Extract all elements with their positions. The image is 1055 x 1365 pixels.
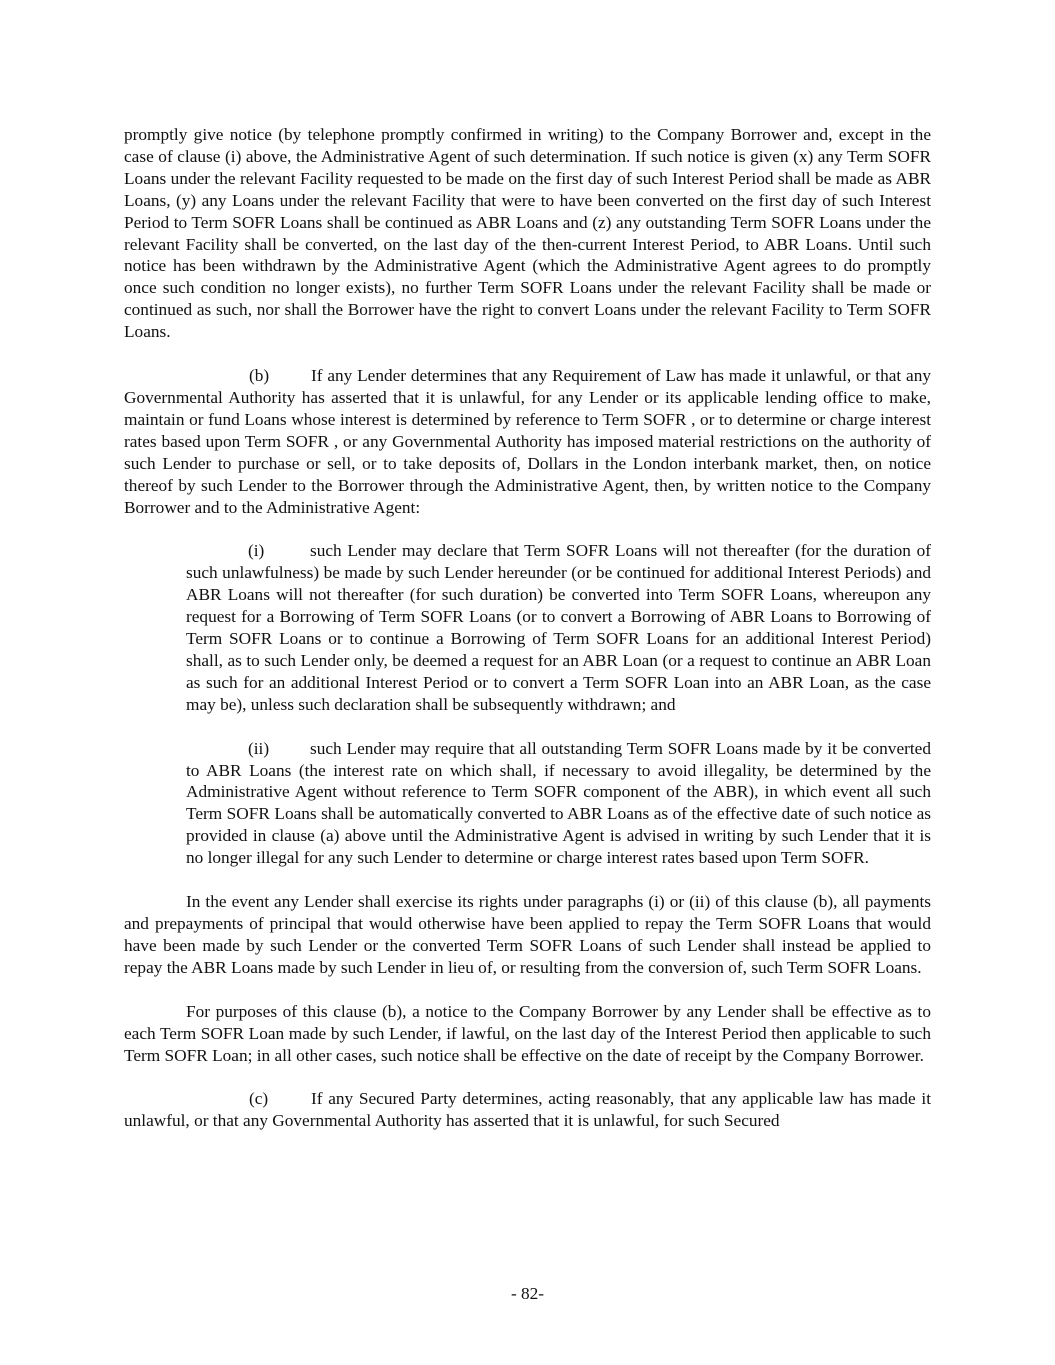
subclause-label: (i) <box>248 541 265 561</box>
subclause-text: such Lender may declare that Term SOFR Loans will not thereafter (for the duration of such unlawfulness) be made by such Lender hereunder (or be continued for additional Interest Periods) and ABR Loans will not thereafter (for such duration) be converted into Term SOFR Loans, whereupon any request for a Borrowing of Term SOFR Loans (or to convert a Borrowing of ABR Loans to Borrowing of Term SOFR Loans or to continue a Borrowing of Term SOFR Loans for an additional Interest Period) shall, as to such Lender only, be deemed a request for an ABR Loan (or a request to continue an ABR Loan as such for an additional Interest Period or to convert a Term SOFR Loan into an ABR Loan, as the case may be), unless such declaration shall be subsequently withdrawn; and <box>186 541 931 714</box>
document-page <box>124 124 931 1132</box>
subclause-label: (ii) <box>248 738 270 758</box>
subclause-ii <box>186 738 931 869</box>
paragraph-text: promptly give notice (by telephone promptly confirmed in writing) to the Company Borrower and, except in the case of clause (i) above, the Administrative Agent of such determination. If such notice is given (x) any Term SOFR Loans under the relevant Facility requested to be made on the first day of such Interest Period shall be made as ABR Loans, (y) any Loans under the relevant Facility that were to have been converted on the first day of such Interest Period to Term SOFR Loans shall be continued as ABR Loans and (z) any outstanding Term SOFR Loans under the relevant Facility shall be converted, on the last day of the then-current Interest Period, to ABR Loans. Until such notice has been withdrawn by the Administrative Agent (which the Administrative Agent agrees to do promptly once such condition no longer exists), no further Term SOFR Loans under the relevant Facility shall be made or continued as such, nor shall the Borrower have the right to convert Loans under the relevant Facility to Term SOFR Loans. <box>124 125 931 342</box>
subclause-i <box>186 540 931 715</box>
clause-b <box>124 365 931 518</box>
clause-label: (b) <box>249 366 270 386</box>
clause-c <box>124 1088 931 1132</box>
subclause-text: such Lender may require that all outstanding Term SOFR Loans made by it be converted to ABR Loans (the interest rate on which shall, if necessary to avoid illegality, be determined by the Administrative Agent without reference to Term SOFR component of the ABR), in which event all such Term SOFR Loans shall be automatically converted to ABR Loans as of the effective date of such notice as provided in clause (a) above until the Administrative Agent is advised in writing by such Lender that it is no longer illegal for any such Lender to determine or charge interest rates based upon Term SOFR. <box>186 738 931 868</box>
clause-label: (c) <box>249 1089 269 1109</box>
clause-text: If any Lender determines that any Requirement of Law has made it unlawful, or that any Governmental Authority has asserted that it is unlawful, for any Lender or its applicable lending office to make, maintain or fund Loans whose interest is determined by reference to Term SOFR , or to determine or charge interest rates based upon Term SOFR , or any Governmental Authority has imposed material restrictions on the authority of such Lender to purchase or sell, or to take deposits of, Dollars in the London interbank market, then, on notice thereof by such Lender to the Borrower through the Administrative Agent, then, by written notice to the Company Borrower and to the Administrative Agent: <box>124 366 931 517</box>
page-number: - 82- <box>510 1284 545 1303</box>
paragraph-continuation <box>124 124 931 343</box>
paragraph-event-exercise <box>124 891 931 979</box>
clause-text: If any Secured Party determines, acting reasonably, that any applicable law has made it unlawful, or that any Governmental Authority has asserted that it is unlawful, for such Secured <box>124 1089 931 1131</box>
paragraph-notice-purposes <box>124 1001 931 1067</box>
paragraph-text: In the event any Lender shall exercise its rights under paragraphs (i) or (ii) of this clause (b), all payments and prepayments of principal that would otherwise have been applied to repay the Term SOFR Loans that would have been made by such Lender or the converted Term SOFR Loans of such Lender shall instead be applied to repay the ABR Loans made by such Lender in lieu of, or resulting from the conversion of, such Term SOFR Loans. <box>124 892 931 977</box>
paragraph-text: For purposes of this clause (b), a notice to the Company Borrower by any Lender shall be effective as to each Term SOFR Loan made by such Lender, if lawful, on the last day of the Interest Period then applicable to such Term SOFR Loan; in all other cases, such notice shall be effective on the date of receipt by the Company Borrower. <box>124 1001 931 1065</box>
